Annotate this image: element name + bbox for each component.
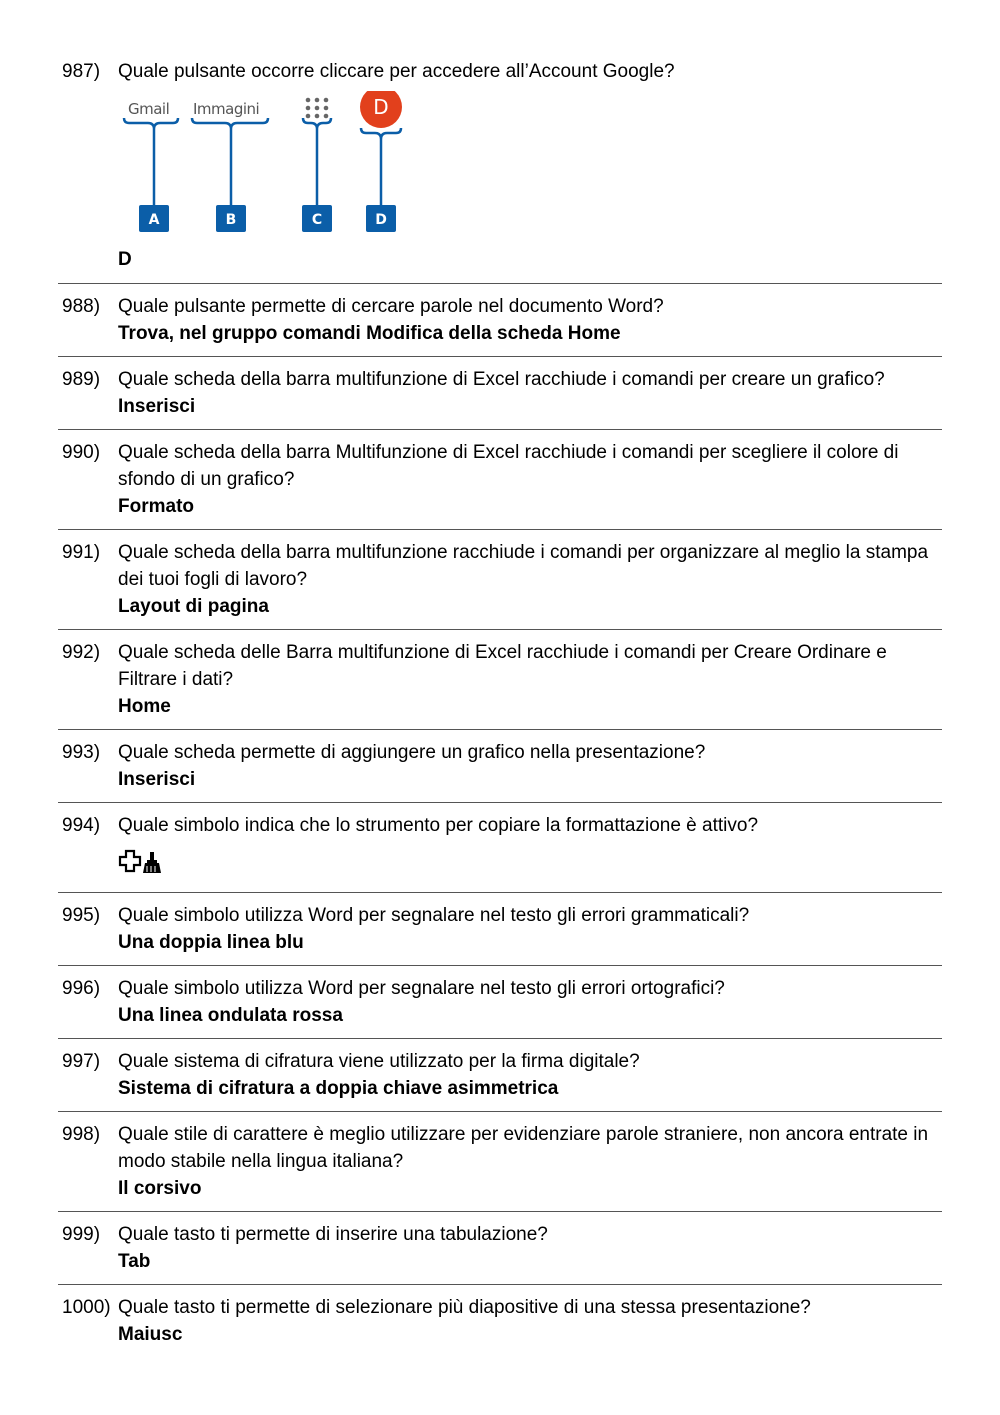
qa-list [58,58,942,1366]
question-text: Quale tasto ti permette di inserire una tabulazione? [118,1224,548,1245]
question-text: Quale stile di carattere è meglio utilizzare per evidenziare parole straniere, non ancora entrate in modo stabile nella lingua italiana? [118,1124,929,1172]
answer-text: Sistema di cifratura a doppia chiave asimmetrica [118,1078,559,1099]
qa-item-995 [58,902,942,966]
qa-item-1000 [58,1294,942,1357]
avatar-letter: D [373,95,389,119]
images-link-label: Immagini [193,100,260,118]
svg-text:D: D [375,212,387,228]
qa-item-990 [58,439,942,530]
callout-badge-d [366,205,396,232]
avatar-icon [360,91,402,128]
answer-text: Il corsivo [118,1178,202,1199]
question-text: Quale pulsante occorre cliccare per accedere all’Account Google? [118,61,675,82]
question-text: Quale simbolo utilizza Word per segnalare nel testo gli errori grammaticali? [118,905,750,926]
callout-badge-b [216,205,246,232]
question-text: Quale sistema di cifratura viene utilizzato per la firma digitale? [118,1051,640,1072]
qa-item-996 [58,975,942,1039]
question-text: Quale simbolo indica che lo strumento per copiare la formattazione è attivo? [118,815,759,836]
question-number: 997) [62,1051,101,1072]
question-number: 993) [62,742,101,763]
qa-item-993 [58,739,942,803]
format-painter-cursor-icon [118,849,166,875]
question-number: 988) [62,296,101,317]
answer-text: Maiusc [118,1324,183,1345]
qa-item-989 [58,366,942,430]
question-number: 987) [62,61,101,82]
qa-item-999 [58,1221,942,1285]
qa-item-991 [58,539,942,630]
gmail-link-label: Gmail [128,100,170,118]
question-number: 990) [62,442,101,463]
question-text: Quale pulsante permette di cercare parole nel documento Word? [118,296,664,317]
question-number: 998) [62,1124,101,1145]
svg-text:B: B [225,212,237,228]
question-text: Quale scheda della barra Multifunzione di Excel racchiude i comandi per scegliere il colore di sfondo di un grafico? [118,442,899,490]
answer-text: D [118,249,132,270]
answer-text: Trova, nel gruppo comandi Modifica della scheda Home [118,323,621,344]
question-text: Quale simbolo utilizza Word per segnalare nel testo gli errori ortografici? [118,978,725,999]
callout-lines [118,91,418,246]
answer-text: Una linea ondulata rossa [118,1005,343,1026]
question-number: 995) [62,905,101,926]
answer-text: Inserisci [118,396,196,417]
qa-item-988 [58,293,942,357]
answer-text: Una doppia linea blu [118,932,304,953]
question-text: Quale scheda permette di aggiungere un grafico nella presentazione? [118,742,706,763]
question-number: 991) [62,542,101,563]
callout-badge-c [302,205,332,232]
question-text: Quale scheda delle Barra multifunzione di Excel racchiude i comandi per Creare Ordinare e Filtrare i dati? [118,642,887,690]
qa-item-998 [58,1121,942,1212]
qa-item-987 [58,58,942,284]
apps-grid-icon [306,98,329,119]
qa-item-994 [58,812,942,893]
google-header-figure [118,91,418,246]
callout-badge-a [139,205,169,232]
answer-text: Layout di pagina [118,596,269,617]
question-text: Quale scheda della barra multifunzione racchiude i comandi per organizzare al meglio la stampa dei tuoi fogli di lavoro? [118,542,929,590]
answer-text: Home [118,696,171,717]
answer-text: Inserisci [118,769,196,790]
question-number: 994) [62,815,101,836]
question-text: Quale tasto ti permette di selezionare più diapositive di una stessa presentazione? [118,1297,811,1318]
question-text: Quale scheda della barra multifunzione di Excel racchiude i comandi per creare un grafico? [118,369,885,390]
svg-text:A: A [148,212,160,228]
question-number: 989) [62,369,101,390]
answer-text: Formato [118,496,194,517]
question-number: 992) [62,642,101,663]
question-number: 996) [62,978,101,999]
qa-item-992 [58,639,942,730]
svg-text:C: C [311,212,323,228]
question-number: 999) [62,1224,101,1245]
qa-item-997 [58,1048,942,1112]
question-number: 1000) [62,1297,111,1318]
answer-text: Tab [118,1251,151,1272]
